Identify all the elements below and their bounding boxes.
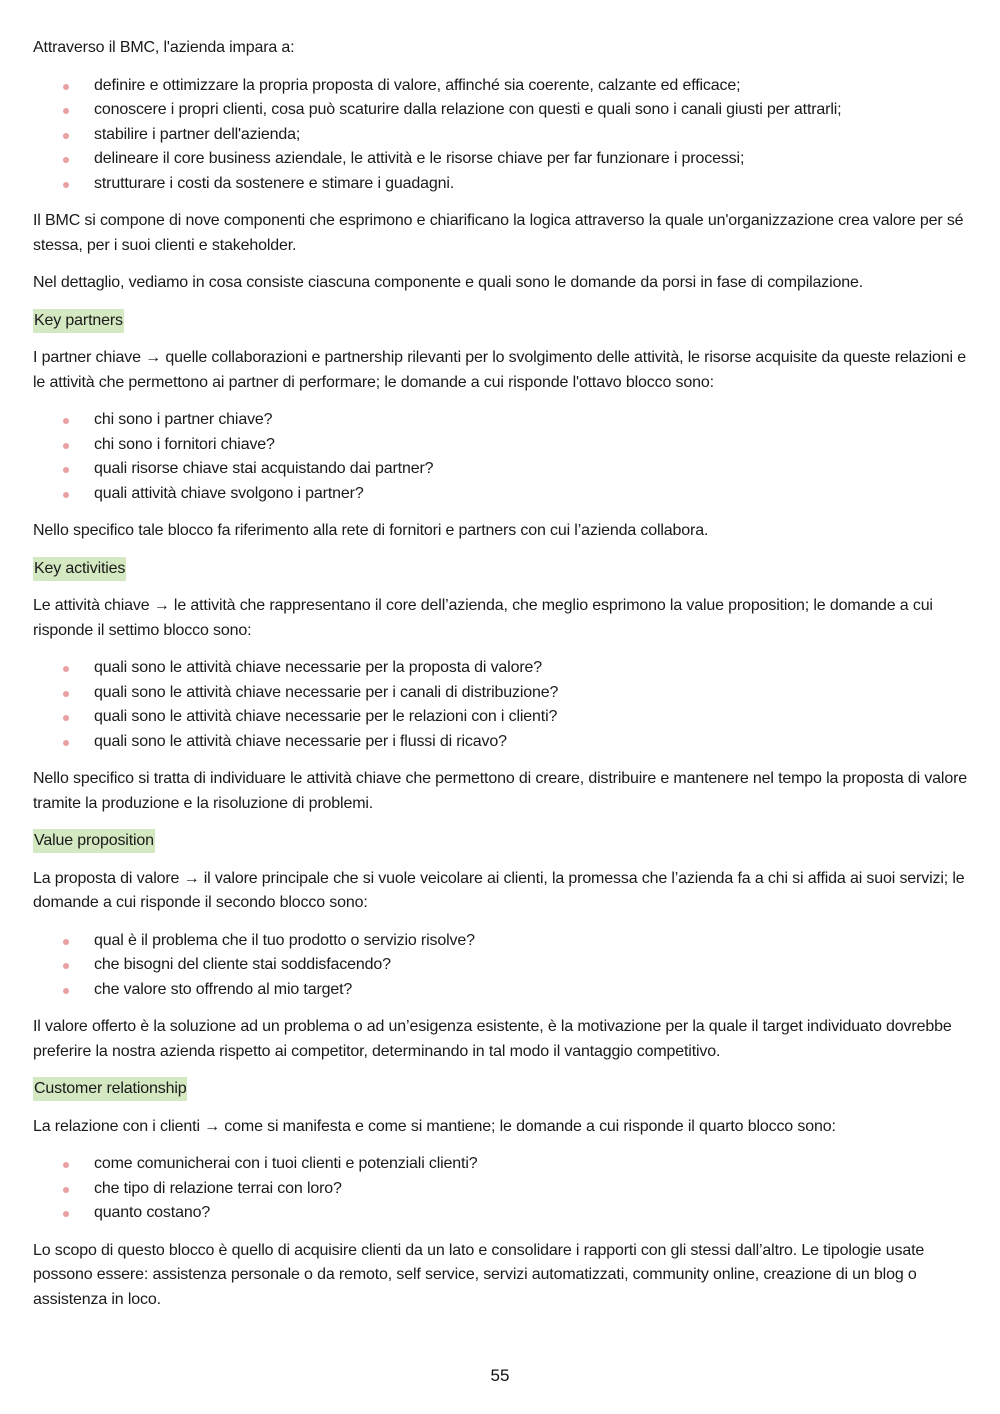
section-note: Nello specifico si tratta di individuare le attività chiave che permettono di creare, distribuire e mantenere nel tempo la proposta di valore tramite la produzione e la risoluzione di problemi. <box>33 770 968 812</box>
bullet-icon <box>63 740 69 746</box>
list-item: che bisogni del cliente stai soddisfacendo? <box>33 953 968 978</box>
list-item: quali risorse chiave stai acquistando dai partner? <box>33 457 968 482</box>
list-item: strutturare i costi da sostenere e stimare i guadagni. <box>33 172 968 197</box>
bullet-icon <box>63 418 69 424</box>
bullet-icon <box>63 157 69 163</box>
list-item: quali sono le attività chiave necessarie per i flussi di ricavo? <box>33 730 968 755</box>
list-item: qual è il problema che il tuo prodotto o servizio risolve? <box>33 929 968 954</box>
bullet-icon <box>63 492 69 498</box>
section-description: I partner chiave → quelle collaborazioni e partnership rilevanti per lo svolgimento delle attività, le risorse acquisite da queste relazioni e le attività che permettono ai partner di performare; le domande a cui risponde l'ottavo blocco sono: <box>33 349 966 391</box>
list-item: chi sono i partner chiave? <box>33 408 968 433</box>
list-item: quali sono le attività chiave necessarie per i canali di distribuzione? <box>33 681 968 706</box>
bullet-icon <box>63 182 69 188</box>
list-item: conoscere i propri clienti, cosa può scaturire dalla relazione con questi e quali sono i canali giusti per attrarli; <box>33 98 968 123</box>
list-item: chi sono i fornitori chiave? <box>33 433 968 458</box>
bullet-icon <box>63 467 69 473</box>
questions-list <box>33 929 968 1003</box>
list-item: stabilire i partner dell'azienda; <box>33 123 968 148</box>
section-key-partners <box>33 309 968 334</box>
bullet-icon <box>63 443 69 449</box>
list-item: delineare il core business aziendale, le attività e le risorse chiave per far funzionare i processi; <box>33 147 968 172</box>
questions-list <box>33 656 968 754</box>
bullet-icon <box>63 691 69 697</box>
document-page <box>33 36 968 1325</box>
components-paragraph: Il BMC si compone di nove componenti che esprimono e chiarificano la logica attraverso la quale un'organizzazione crea valore per sé stessa, per i suoi clienti e stakeholder. <box>33 212 964 254</box>
section-description: La proposta di valore → il valore principale che si vuole veicolare ai clienti, la promessa che l’azienda fa a chi si affida ai suoi servizi; le domande a cui risponde il secondo blocco sono: <box>33 869 965 911</box>
section-value-proposition <box>33 829 968 854</box>
section-heading: Customer relationship <box>33 1077 187 1101</box>
intro-list <box>33 74 968 197</box>
list-item: quali sono le attività chiave necessarie per le relazioni con i clienti? <box>33 705 968 730</box>
bullet-icon <box>63 939 69 945</box>
section-note: Il valore offerto è la soluzione ad un problema o ad un’esigenza esistente, è la motivazione per la quale il target individuato dovrebbe preferire la nostra azienda rispetto ai competitor, determinando in tal modo il vantaggio competitivo. <box>33 1018 952 1060</box>
bullet-icon <box>63 108 69 114</box>
bullet-icon <box>63 963 69 969</box>
detail-paragraph: Nel dettaglio, vediamo in cosa consiste ciascuna componente e quali sono le domande da porsi in fase di compilazione. <box>33 274 864 291</box>
bullet-icon <box>63 1187 69 1193</box>
section-key-activities <box>33 557 968 582</box>
section-description: La relazione con i clienti → come si manifesta e come si mantiene; le domande a cui risponde il quarto blocco sono: <box>33 1117 836 1135</box>
questions-list <box>33 408 968 506</box>
list-item: che tipo di relazione terrai con loro? <box>33 1177 968 1202</box>
section-heading: Key partners <box>33 309 124 333</box>
list-item: definire e ottimizzare la propria proposta di valore, affinché sia coerente, calzante ed efficace; <box>33 74 968 99</box>
section-heading: Value proposition <box>33 829 155 853</box>
section-description: Le attività chiave → le attività che rappresentano il core dell’azienda, che meglio esprimono la value proposition; le domande a cui risponde il settimo blocco sono: <box>33 597 933 639</box>
bullet-icon <box>63 715 69 721</box>
bullet-icon <box>63 133 69 139</box>
bullet-icon <box>63 666 69 672</box>
bullet-icon <box>63 84 69 90</box>
section-customer-relationship <box>33 1077 968 1102</box>
page-number: 55 <box>490 1366 510 1385</box>
list-item: quanto costano? <box>33 1201 968 1226</box>
list-item: quali attività chiave svolgono i partner? <box>33 482 968 507</box>
list-item: quali sono le attività chiave necessarie per la proposta di valore? <box>33 656 968 681</box>
section-heading: Key activities <box>33 557 126 581</box>
section-note: Lo scopo di questo blocco è quello di acquisire clienti da un lato e consolidare i rapporti con gli stessi dall’altro. Le tipologie usate possono essere: assistenza personale o da remoto, self service, servizi automatizzati, community online, creazione di un blog o assistenza in loco. <box>33 1241 925 1308</box>
bullet-icon <box>63 1162 69 1168</box>
bullet-icon <box>63 1211 69 1217</box>
list-item: che valore sto offrendo al mio target? <box>33 978 968 1003</box>
intro-paragraph: Attraverso il BMC, l'azienda impara a: <box>33 39 295 56</box>
list-item: come comunicherai con i tuoi clienti e potenziali clienti? <box>33 1152 968 1177</box>
questions-list <box>33 1152 968 1226</box>
bullet-icon <box>63 988 69 994</box>
section-note: Nello specifico tale blocco fa riferimento alla rete di fornitori e partners con cui l’azienda collabora. <box>33 522 709 539</box>
